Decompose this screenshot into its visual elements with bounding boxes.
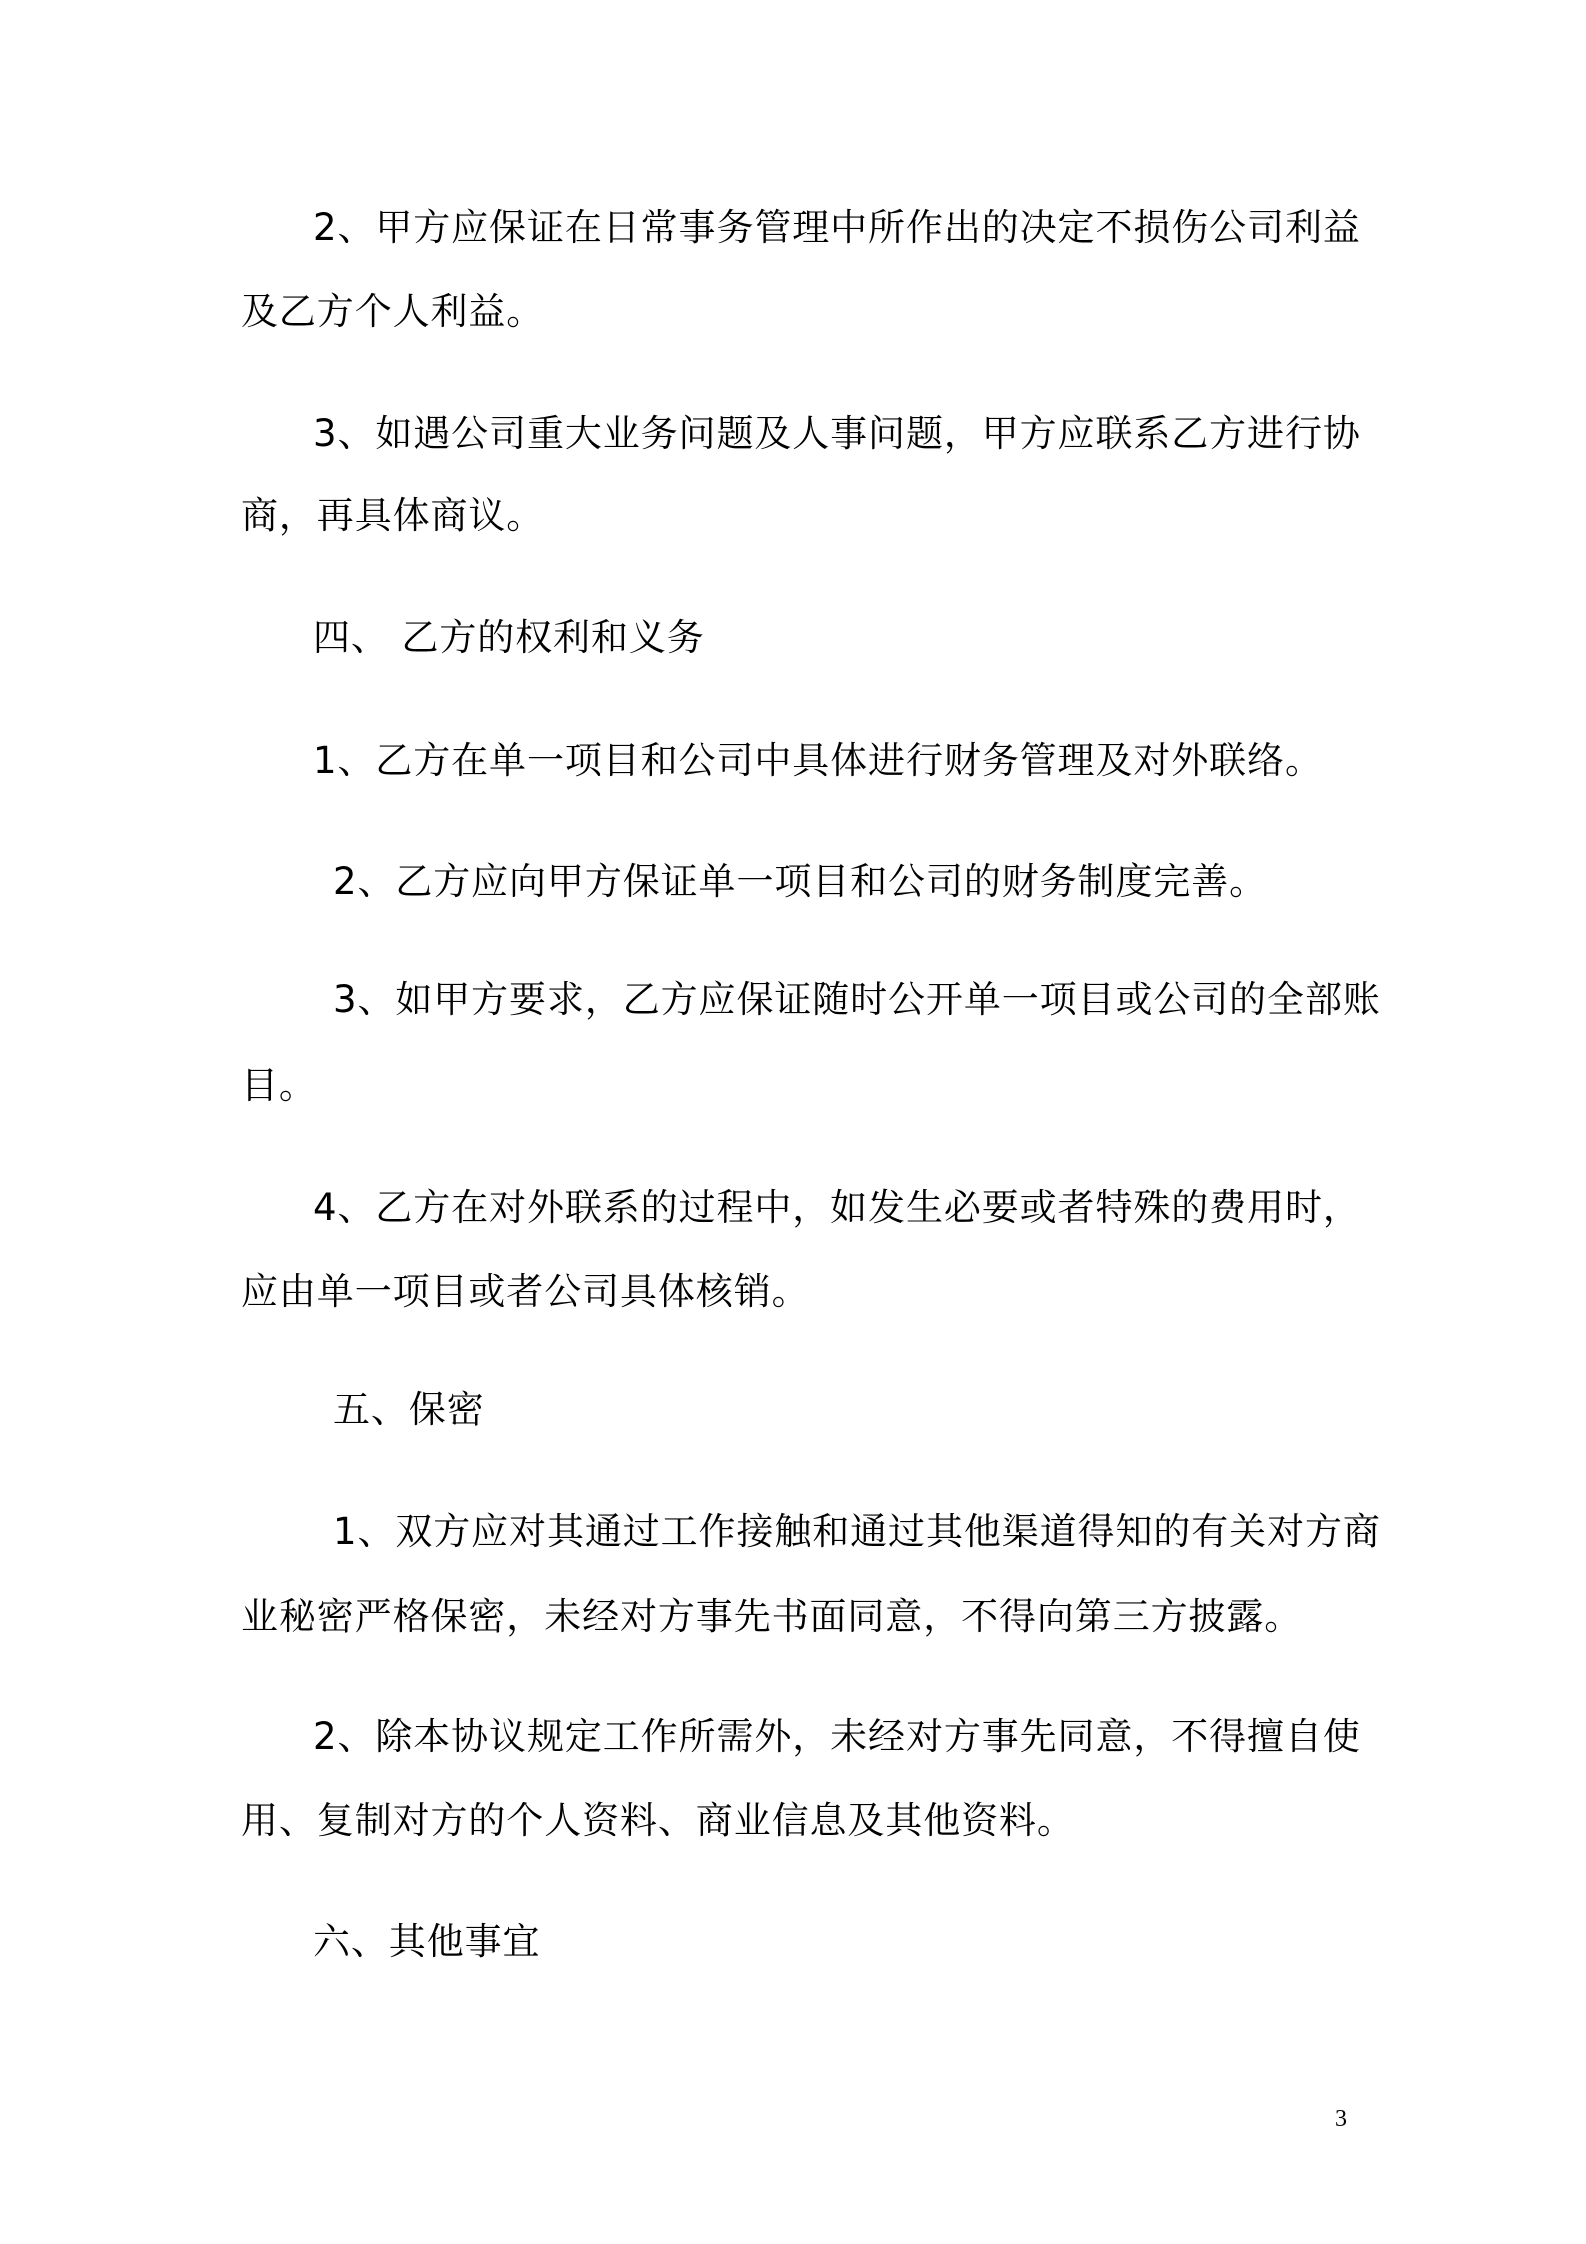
section-4-item-3-line-1: 3、如甲方要求，乙方应保证随时公开单一项目或公司的全部账 bbox=[333, 978, 1381, 1021]
section-5-item-2-line-1: 2、除本协议规定工作所需外，未经对方事先同意，不得擅自使 bbox=[313, 1715, 1361, 1758]
section-4-item-4-line-2: 应由单一项目或者公司具体核销。 bbox=[241, 1270, 810, 1313]
section-4-heading: 四、 乙方的权利和义务 bbox=[313, 616, 705, 659]
section-4-item-2: 2、乙方应向甲方保证单一项目和公司的财务制度完善。 bbox=[333, 860, 1268, 903]
section-4-item-4-line-1: 4、乙方在对外联系的过程中，如发生必要或者特殊的费用时， bbox=[313, 1186, 1361, 1229]
section-5-item-2-line-2: 用、复制对方的个人资料、商业信息及其他资料。 bbox=[241, 1799, 1075, 1842]
section-5-heading: 五、保密 bbox=[333, 1388, 485, 1431]
clause-3-line-2: 商，再具体商议。 bbox=[241, 494, 545, 537]
section-5-item-1-line-1: 1、双方应对其通过工作接触和通过其他渠道得知的有关对方商 bbox=[333, 1510, 1381, 1553]
clause-2-line-1: 2、甲方应保证在日常事务管理中所作出的决定不损伤公司利益 bbox=[313, 206, 1361, 249]
page-number: 3 bbox=[1335, 2106, 1347, 2132]
clause-3-line-1: 3、如遇公司重大业务问题及人事问题，甲方应联系乙方进行协 bbox=[313, 412, 1361, 455]
section-5-item-1-line-2: 业秘密严格保密，未经对方事先书面同意，不得向第三方披露。 bbox=[241, 1595, 1303, 1638]
clause-2-line-2: 及乙方个人利益。 bbox=[241, 290, 545, 333]
section-4-item-3-line-2: 目。 bbox=[241, 1064, 317, 1107]
section-4-item-1: 1、乙方在单一项目和公司中具体进行财务管理及对外联络。 bbox=[313, 739, 1323, 782]
section-6-heading: 六、其他事宜 bbox=[313, 1920, 541, 1963]
